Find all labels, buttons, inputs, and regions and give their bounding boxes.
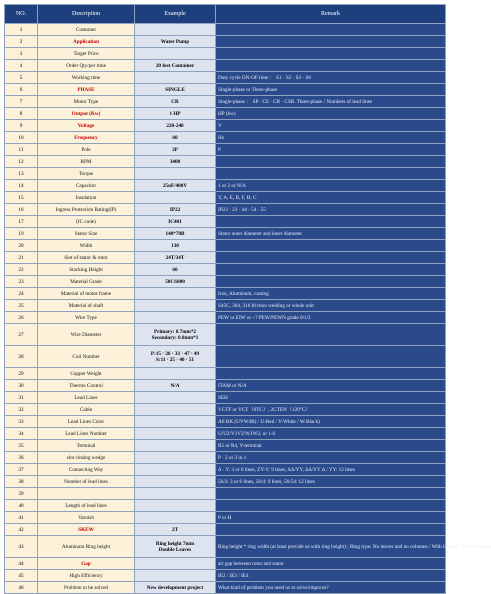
row-example (135, 476, 216, 488)
row-example (135, 488, 216, 500)
row-example: Water Pump (135, 36, 216, 48)
row-number: 22 (5, 264, 38, 276)
row-example: 2T (135, 524, 216, 536)
row-description: High Efficiency (38, 570, 135, 582)
row-example: 60 (135, 132, 216, 144)
row-number: 33 (5, 416, 38, 428)
row-example (135, 312, 216, 324)
row-remark (216, 276, 446, 288)
row-example (135, 416, 216, 428)
row-description (38, 488, 135, 500)
row-number: 37 (5, 464, 38, 476)
row-number: 28 (5, 346, 38, 368)
table-row (5, 380, 446, 392)
header-example: Example (135, 5, 216, 24)
table-row (5, 368, 446, 380)
table-row (5, 428, 446, 440)
row-remark (216, 264, 446, 276)
row-number: 41 (5, 512, 38, 524)
row-description: Wire Diameter (38, 324, 135, 346)
row-number: 6 (5, 84, 38, 96)
row-example (135, 346, 216, 368)
row-number: 36 (5, 452, 38, 464)
row-example (135, 392, 216, 404)
row-example (135, 452, 216, 464)
header-row (5, 5, 446, 24)
table-row (5, 264, 446, 276)
row-remark: Single-phase ： SP · CS · CR · CSR. Three-phase / Numbers of lead lines (216, 96, 446, 108)
row-number: 35 (5, 440, 38, 452)
row-description: Order Qty/per time (38, 60, 135, 72)
row-number: 5 (5, 72, 38, 84)
row-description: Lead Lines (38, 392, 135, 404)
row-description: Slot of stator & rotor (38, 252, 135, 264)
row-description: Gap (38, 558, 135, 570)
row-remark: S45C, 304, 316 friction welding or whole unit (216, 300, 446, 312)
row-number: 39 (5, 488, 38, 500)
header-description: Description (38, 5, 135, 24)
row-remark (216, 524, 446, 536)
row-description: Width (38, 240, 135, 252)
row-remark (216, 346, 446, 368)
row-example: IP22 (135, 204, 216, 216)
table-body (5, 24, 491, 594)
row-description: Wire Type (38, 312, 135, 324)
row-description: Ingress Protection Rating(IP) (38, 204, 135, 216)
row-number: 43 (5, 536, 38, 558)
row-remark (216, 156, 446, 168)
row-example (135, 192, 216, 204)
row-description: Lead Lines Number (38, 428, 135, 440)
table-row (5, 300, 446, 312)
row-number: 25 (5, 300, 38, 312)
row-number: 13 (5, 168, 38, 180)
table-row (5, 324, 446, 346)
table-row (5, 24, 446, 36)
row-remark (216, 24, 446, 36)
row-example: 2P (135, 144, 216, 156)
row-number: 19 (5, 228, 38, 240)
row-remark (216, 488, 446, 500)
spec-table (4, 4, 491, 594)
table-row (5, 36, 446, 48)
row-number: 31 (5, 392, 38, 404)
row-description: Application (38, 36, 135, 48)
row-number: 9 (5, 120, 38, 132)
row-description: Lead Lines Color (38, 416, 135, 428)
row-number: 23 (5, 276, 38, 288)
row-description: Pole (38, 144, 135, 156)
row-remark (216, 500, 446, 512)
row-number: 15 (5, 192, 38, 204)
row-remark: R5 or R4, Y-terminal (216, 440, 446, 452)
table-row (5, 252, 446, 264)
row-number: 3 (5, 48, 38, 60)
row-description: Output (Kw) (38, 108, 135, 120)
row-number: 27 (5, 324, 38, 346)
table-row (5, 288, 446, 300)
row-example: 60 (135, 264, 216, 276)
row-number: 8 (5, 108, 38, 120)
table-row (5, 512, 446, 524)
row-remark: Stator outer diameter and inner diameter (216, 228, 446, 240)
row-description: Thermo Control (38, 380, 135, 392)
row-example (135, 512, 216, 524)
row-example (135, 24, 216, 36)
row-example: New development project (135, 582, 216, 594)
row-example (135, 300, 216, 312)
row-number: 16 (5, 204, 38, 216)
table-row (5, 132, 446, 144)
row-example: 130 (135, 240, 216, 252)
table-row (5, 84, 446, 96)
row-description: Working time (38, 72, 135, 84)
table-row (5, 156, 446, 168)
row-description: Capacitor (38, 180, 135, 192)
row-example (135, 558, 216, 570)
row-remark: All BK (UVW4B) / U-Red / V-White / W-Black) (216, 416, 446, 428)
table-row (5, 392, 446, 404)
row-number: 2 (5, 36, 38, 48)
row-example (135, 324, 216, 346)
row-remark: P (216, 144, 446, 156)
row-example: 220-240 (135, 120, 216, 132)
row-example (135, 500, 216, 512)
row-remark: Y, A, E, B, F, H, C (216, 192, 446, 204)
row-example (135, 428, 216, 440)
table-row (5, 120, 446, 132)
row-description: (IC code) (38, 216, 135, 228)
spec-sheet (4, 4, 491, 594)
table-row (5, 276, 446, 288)
row-remark (216, 60, 446, 72)
row-example: CR (135, 96, 216, 108)
row-number: 26 (5, 312, 38, 324)
row-example: 50CS800 (135, 276, 216, 288)
row-description: Varnish (38, 512, 135, 524)
row-remark (216, 36, 446, 48)
row-remark: Iron, Aluminum, casting (216, 288, 446, 300)
row-remark: PEW or EIW or ~? PEW/PEWN grade 0/1/2 (216, 312, 446, 324)
row-description: SKEW (38, 524, 135, 536)
row-description: Connecting Way (38, 464, 135, 476)
row-remark: Single-phase or Three-phase (216, 84, 446, 96)
row-description: Material of shaft (38, 300, 135, 312)
row-remark: P · 2 or 3 in 1 (216, 452, 446, 464)
row-description: Coil Number (38, 346, 135, 368)
row-remark (216, 168, 446, 180)
table-row (5, 440, 446, 452)
row-example: SINGLE (135, 84, 216, 96)
row-example-line: Ring height 7mm (155, 540, 195, 547)
row-example (135, 570, 216, 582)
row-example: N/A (135, 380, 216, 392)
table-row (5, 72, 446, 84)
row-description: Stacking Height (38, 264, 135, 276)
table-row (5, 240, 446, 252)
row-number: 30 (5, 380, 38, 392)
row-example (135, 464, 216, 476)
row-number: 38 (5, 476, 38, 488)
row-description: Motor Type (38, 96, 135, 108)
row-description: Voltage (38, 120, 135, 132)
table-row (5, 180, 446, 192)
row-description: Insulation (38, 192, 135, 204)
row-description: Customer (38, 24, 135, 36)
row-example (135, 288, 216, 300)
row-remark: What kind of problem you need us to solve/improve? (216, 582, 446, 594)
table-row (5, 500, 446, 512)
row-example-line: Secondary: 0.8mm*1 (151, 334, 199, 341)
row-number: 44 (5, 558, 38, 570)
row-description: Terminal (38, 440, 135, 452)
row-number: 21 (5, 252, 38, 264)
row-remark (216, 324, 446, 346)
table-row (5, 404, 446, 416)
row-example (135, 368, 216, 380)
table-row (5, 108, 446, 120)
row-description: Problem to be solved (38, 582, 135, 594)
table-row (5, 346, 446, 368)
table-row (5, 192, 446, 204)
row-remark: P or H (216, 512, 446, 524)
table-row (5, 570, 446, 582)
header-remark: Remark (216, 5, 446, 24)
table-row (5, 204, 446, 216)
header-no: NO. (5, 5, 38, 24)
row-remark: IP22 · 23 · 44 · 54 · 55 (216, 204, 446, 216)
row-number: 14 (5, 180, 38, 192)
row-remark: 56/3: 3 or 6 lines, 56/4: 9 lines, 56/54: 12 lines (216, 476, 446, 488)
row-remark (216, 240, 446, 252)
row-number: 42 (5, 524, 38, 536)
table-row (5, 216, 446, 228)
row-number: 10 (5, 132, 38, 144)
row-remark: ITAM or N/A (216, 380, 446, 392)
row-description: Material of motor frame (38, 288, 135, 300)
row-remark: Hz (216, 132, 446, 144)
table-row (5, 312, 446, 324)
row-description: Length of lead lines (38, 500, 135, 512)
row-description: Material Grade (38, 276, 135, 288)
row-description: Aluminum Ring height (38, 536, 135, 558)
row-example-line: Double Leaves (158, 546, 192, 553)
row-number: 29 (5, 368, 38, 380)
row-example (135, 72, 216, 84)
row-number: 45 (5, 570, 38, 582)
table-row (5, 168, 446, 180)
row-description: RPM (38, 156, 135, 168)
row-description: Copper Weight (38, 368, 135, 380)
row-remark: air gap between rotor and stator (216, 558, 446, 570)
table-row (5, 228, 446, 240)
row-remark: SEH (216, 392, 446, 404)
row-description: Stator Size (38, 228, 135, 240)
table-row (5, 60, 446, 72)
table-row (5, 48, 446, 60)
table-row (5, 582, 446, 594)
row-number: 32 (5, 404, 38, 416)
row-example (135, 404, 216, 416)
table-row (5, 488, 446, 500)
row-remark: VCTF or VCT（6TC）, 2CTEN（120°C） (216, 404, 446, 416)
row-remark: HP (kw) (216, 108, 446, 120)
row-number: 11 (5, 144, 38, 156)
row-example-line: P:15 · 26 · 33 · 47 · 49 (150, 350, 200, 357)
row-number: 24 (5, 288, 38, 300)
row-example: 140*70B (135, 228, 216, 240)
row-example-line: S:11 · 25 · 40 · 51 (155, 356, 195, 363)
row-number: 12 (5, 156, 38, 168)
row-remark (216, 368, 446, 380)
row-remark (216, 216, 446, 228)
row-remark: Ring height * ring width (at least provide us with ring height) ; Ring type: No leaves and no columns / With Leaves / With columns (216, 536, 446, 558)
row-number: 20 (5, 240, 38, 252)
row-description: PHASE (38, 84, 135, 96)
row-example: 20 feet Container (135, 60, 216, 72)
row-example (135, 440, 216, 452)
row-example: IC401 (135, 216, 216, 228)
row-remark (216, 252, 446, 264)
row-example (135, 536, 216, 558)
table-row (5, 464, 446, 476)
row-number: 34 (5, 428, 38, 440)
row-example: 3400 (135, 156, 216, 168)
row-number: 17 (5, 216, 38, 228)
row-remark: Duty cycle ON-OF time ： S1 · S2 · S3 · S6 (216, 72, 446, 84)
row-description: Target Price (38, 48, 135, 60)
row-description: Cable (38, 404, 135, 416)
row-number: 1 (5, 24, 38, 36)
row-number: 46 (5, 582, 38, 594)
table-row (5, 536, 446, 558)
row-description: slot closing wedge (38, 452, 135, 464)
row-description: Number of lead lines (38, 476, 135, 488)
row-number: 40 (5, 500, 38, 512)
table-row (5, 524, 446, 536)
row-example: 25uF/400V (135, 180, 216, 192)
row-example: 24T/34T (135, 252, 216, 264)
row-number: 7 (5, 96, 38, 108)
row-example (135, 168, 216, 180)
row-remark: 1 or 2 or N/A (216, 180, 446, 192)
row-remark: IE2 / IE3 / IE4 (216, 570, 446, 582)
table-row (5, 416, 446, 428)
row-remark (216, 48, 446, 60)
row-remark: Δ · Y: 3 or 6 lines, ZY-Y: 9 lines, ΔΔ/YY, ΔΔ/YY Δ / YY: 12 lines (216, 464, 446, 476)
row-description: Torque (38, 168, 135, 180)
row-remark: U/U2/V1V2/W1W2, or 1-6 (216, 428, 446, 440)
table-row (5, 476, 446, 488)
row-example (135, 48, 216, 60)
table-row (5, 558, 446, 570)
table-row (5, 96, 446, 108)
row-example-line: Primary: 0.7mm*2 (153, 328, 197, 335)
table-row (5, 452, 446, 464)
table-row (5, 144, 446, 156)
row-description: Frequency (38, 132, 135, 144)
row-remark: V (216, 120, 446, 132)
row-example: 1 HP (135, 108, 216, 120)
row-number: 4 (5, 60, 38, 72)
